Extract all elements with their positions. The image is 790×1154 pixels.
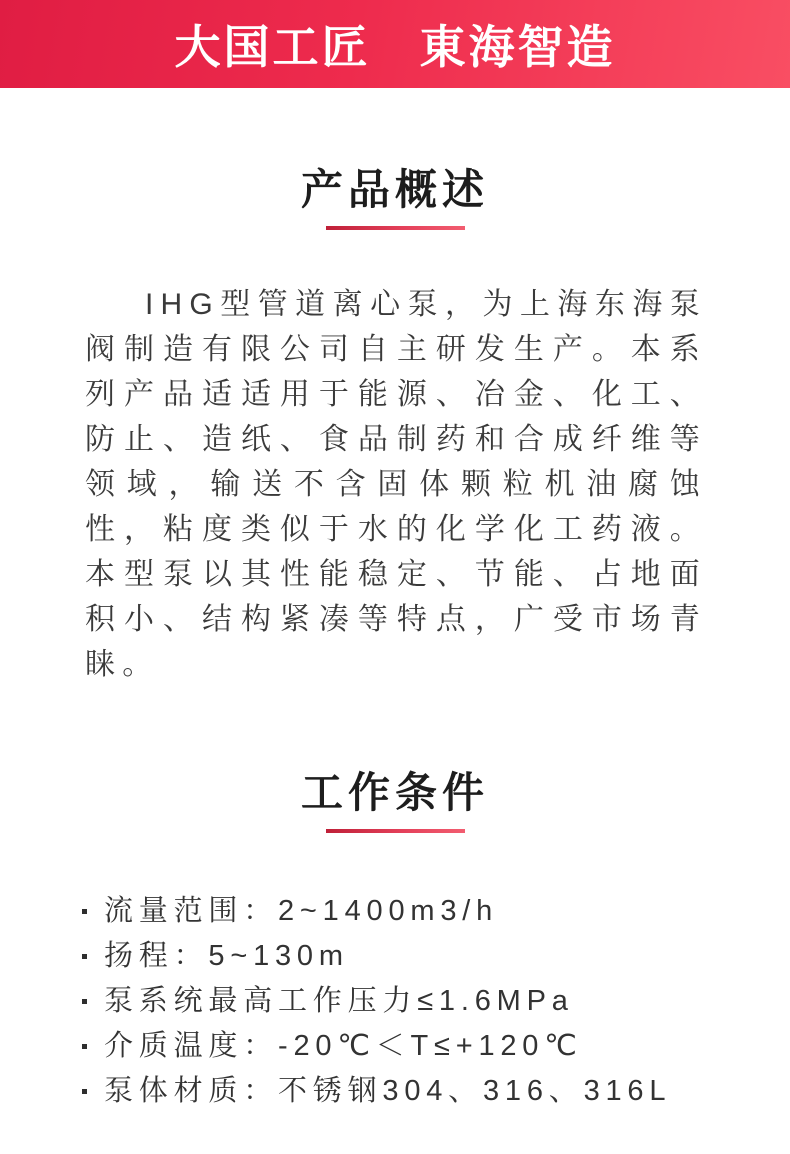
top-banner xyxy=(0,0,790,88)
bullet-dot-icon xyxy=(82,1089,87,1094)
section-working-conditions xyxy=(0,771,790,1154)
bullet-dot-icon xyxy=(82,909,87,914)
list-item-max-pressure xyxy=(82,979,734,1024)
list-item-text: 流量范围：2~1400m3/h xyxy=(104,895,499,927)
banner-title: 大国工匠 東海智造 xyxy=(174,21,616,73)
list-item-medium-temperature xyxy=(82,1024,734,1069)
section-overview-header xyxy=(0,168,790,230)
section-conditions-title: 工作条件 xyxy=(300,769,489,816)
title-underline xyxy=(326,226,465,230)
list-item-text: 介质温度：-20℃＜T≤+120℃ xyxy=(104,1030,583,1062)
bullet-dot-icon xyxy=(82,954,87,959)
bullet-dot-icon xyxy=(82,1044,87,1049)
list-item-head xyxy=(82,934,734,979)
list-item-text: 泵系统最高工作压力≤1.6MPa xyxy=(104,985,574,1017)
section-product-overview xyxy=(0,168,790,687)
bullet-dot-icon xyxy=(82,999,87,1004)
list-item-text: 扬程：5~130m xyxy=(104,940,349,972)
conditions-list xyxy=(0,889,790,1154)
title-underline xyxy=(326,829,465,833)
section-overview-title: 产品概述 xyxy=(300,166,489,213)
list-item-text: 泵体材质：不锈钢304、316、316L xyxy=(104,1075,672,1107)
overview-paragraph: IHG型管道离心泵，为上海东海泵阀制造有限公司自主研发生产。本系列产品适适用于能源、冶金、化工、防止、造纸、食品制药和合成纤维等领域，输送不含固体颗粒机油腐蚀性，粘度类似于水的化学化工药液。本型泵以其性能稳定、节能、占地面积小、结构紧凑等特点，广受市场青睐。 xyxy=(85,288,707,681)
section-conditions-header xyxy=(0,771,790,833)
list-item-flow-range xyxy=(82,889,734,934)
list-item-pump-material xyxy=(82,1069,734,1114)
